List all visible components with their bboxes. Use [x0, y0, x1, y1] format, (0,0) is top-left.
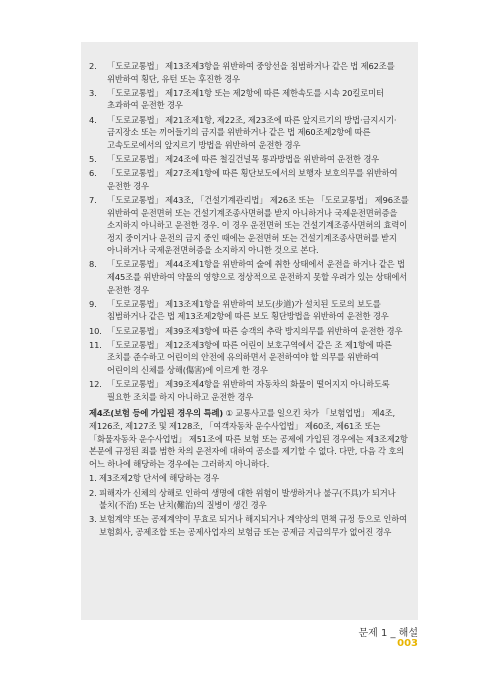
sub-item-number: 2.	[89, 487, 97, 498]
article-heading: 제4조(보험 등에 가입된 경우의 특례)	[89, 408, 223, 419]
sub-item-number: 3.	[89, 514, 97, 525]
item-number: 9.	[89, 298, 97, 309]
sub-list-item	[89, 513, 409, 538]
item-number: 8.	[89, 259, 97, 270]
item-number: 4.	[89, 114, 97, 125]
item-text: 「도로교통법」 제39조제4항을 위반하여 자동차의 화물이 떨어지지 아니하도록 필요한 조치를 하지 아니하고 운전한 경우	[107, 379, 390, 402]
item-number: 7.	[89, 194, 97, 205]
item-text: 「도로교통법」 제17조제1항 또는 제2항에 따른 제한속도를 시속 20킬로미터 초과하여 운전한 경우	[107, 87, 384, 111]
item-number: 2.	[89, 61, 97, 71]
content-panel	[81, 42, 418, 620]
item-number: 12.	[89, 379, 102, 390]
list-item	[89, 298, 409, 323]
list-item	[89, 258, 409, 296]
sub-list-item	[89, 472, 409, 485]
sub-list-item	[89, 487, 409, 512]
list-item	[89, 114, 409, 152]
list-item	[89, 325, 409, 338]
list-item	[89, 60, 409, 85]
item-text: 「도로교통법」 제13조제1항을 위반하여 보도(步道)가 설치된 도로의 보도를 침범하거나 같은 법 제13조제2항에 따른 보도 횡단방법을 위반하여 운전한 경우	[107, 298, 389, 322]
list-item	[89, 153, 409, 166]
list-item	[89, 194, 409, 257]
sub-item-number: 1.	[89, 473, 97, 484]
item-text: 「도로교통법」 제12조제3항에 따른 어린이 보호구역에서 같은 조 제1항에 따른 조치를 준수하고 어린이의 안전에 유의하면서 운전하여야 할 의무를 위반하여 어린이의 신체를 상해(傷害)에 이르게 한 경우	[107, 339, 392, 375]
list-item	[89, 339, 409, 377]
item-number: 11.	[89, 339, 102, 350]
item-text: 「도로교통법」 제43조, 「건설기계관리법」 제26조 또는 「도로교통법」 제96조를 위반하여 운전면허 또는 건설기계조종사면허를 받지 아니하거나 국제운전면허증을 소지하지 아니하고 운전한 경우. 이 경우 운전면허 또는 건설기계조종사면허의 효력이 정지 중이거나 운전의 금지 중인 때에는 운전면허 또는 건설기계조종사면허를 받지 아니하거나 국제운전면허증을 소지하지 아니한 것으로 본다.	[107, 194, 409, 256]
list-item	[89, 167, 409, 192]
sub-item-text: 제3조제2항 단서에 해당하는 경우	[99, 473, 219, 484]
list-item	[89, 378, 409, 403]
item-text: 「도로교통법」 제39조제3항에 따른 승객의 추락 방지의무를 위반하여 운전한 경우	[107, 325, 403, 336]
list-item	[89, 87, 409, 112]
item-text: 「도로교통법」 제13조제3항을 위반하여 중앙선을 침범하거나 같은 법 제62조를 위반하여 횡단, 유턴 또는 후진한 경우	[107, 61, 395, 84]
item-number: 3.	[89, 87, 97, 98]
sub-item-list	[89, 472, 409, 538]
item-text: 「도로교통법」 제24조에 따른 철길건널목 통과방법을 위반하여 운전한 경우	[107, 153, 380, 164]
article-section	[89, 407, 409, 470]
item-text: 「도로교통법」 제44조제1항을 위반하여 술에 취한 상태에서 운전을 하거나 같은 법 제45조를 위반하여 약물의 영향으로 정상적으로 운전하지 못할 우려가 있는 상태에서 운전한 경우	[107, 259, 408, 295]
item-number: 5.	[89, 153, 97, 164]
article-body: ① 교통사고를 일으킨 차가 「보험업법」 제4조, 제126조, 제127조 및 제128조, 「여객자동차 운수사업법」 제60조, 제61조 또는 「화물자동차 운수사업법」 제51조에 따른 보험 또는 공제에 가입된 경우에는 제3조제2항 본문에 규정된 죄를 범한 차의 운전자에 대하여 공소를 제기할 수 없다. 다만, 다음 각 호의 어느 하나에 해당하는 경우에는 그러하지 아니하다.	[89, 408, 408, 469]
sub-item-text: 보험계약 또는 공제계약이 무효로 되거나 해지되거나 계약상의 면책 규정 등으로 인하여 보험회사, 공제조합 또는 공제사업자의 보험금 또는 공제금 지급의무가 없어진 경우	[99, 514, 408, 537]
item-number: 10.	[89, 325, 102, 336]
sub-item-text: 피해자가 신체의 상해로 인하여 생명에 대한 위험이 발생하거나 불구(不具)가 되거나 불치(不治) 또는 난치(難治)의 질병이 생긴 경우	[99, 487, 396, 511]
item-text: 「도로교통법」 제21조제1항, 제22조, 제23조에 따른 앞지르기의 방법·금지시기·금지장소 또는 끼어들기의 금지를 위반하거나 같은 법 제60조제2항에 따른 고속도로에서의 앞지르기 방법을 위반하여 운전한 경우	[107, 114, 397, 150]
footer-section-label: 문제 1 _ 해설	[358, 628, 418, 639]
item-text: 「도로교통법」 제27조제1항에 따른 횡단보도에서의 보행자 보호의무를 위반하여 운전한 경우	[107, 168, 398, 191]
page-number: 003	[397, 638, 418, 649]
item-number: 6.	[89, 168, 97, 179]
numbered-item-list	[89, 60, 409, 403]
